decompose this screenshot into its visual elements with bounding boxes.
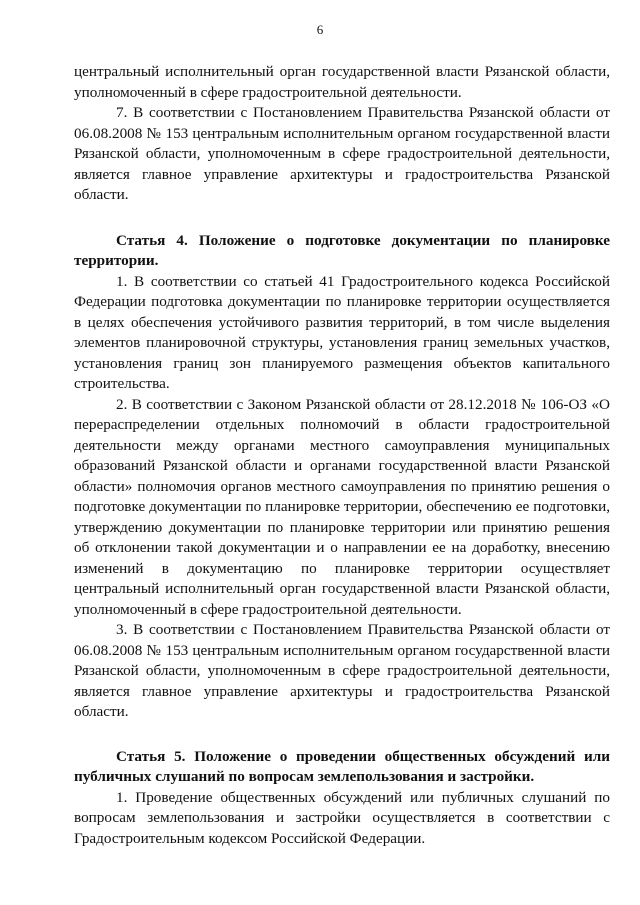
article-4-item-3: 3. В соответствии с Постановлением Правительства Рязанской области от 06.08.2008 № 153 центральным исполнительным органом государственной власти Рязанской области, уполномоченным в сфере градостроительной деятельности, является главное управление архитектуры и градостроительства Рязанской области. [74,621,610,720]
article-4-heading: Статья 4. Положение о подготовке документации по планировке территории. [74,231,610,269]
article-4-item-1: 1. В соответствии со статьей 41 Градостроительного кодекса Российской Федерации подготовка документации по планировке территории осуществляется в целях обеспечения устойчивого развития территорий, в том числе выделения элементов планировочной структуры, установления границ земельных участков, установления границ зон планируемого размещения объектов капитального строительства. [74,272,610,392]
paragraph-item-7: 7. В соответствии с Постановлением Правительства Рязанской области от 06.08.2008 № 153 центральным исполнительным органом государственной власти Рязанской области, уполномоченным в сфере градостроительной деятельности, является главное управление архитектуры и градостроительства Рязанской области. [74,104,610,203]
paragraph-continuation: центральный исполнительный орган государственной власти Рязанской области, уполномоченный в сфере градостроительной деятельности. [74,63,610,101]
document-body [74,62,610,849]
article-4-item-2: 2. В соответствии с Законом Рязанской области от 28.12.2018 № 106-ОЗ «О перераспределении отдельных полномочий в области градостроительной деятельности между органами местного самоуправления муниципальных образований Рязанской области и органами государственной власти Рязанской области» полномочия органов местного самоуправления по принятию решения о подготовке документации по планировке территории, обеспечению ее подготовки, утверждению документации по планировке территории или принятию решения об отклонении такой документации и о направлении ее на доработку, внесению изменений в документацию по планировке территории осуществляет центральный исполнительный орган государственной власти Рязанской области, уполномоченный в сфере градостроительной деятельности. [74,395,610,618]
article-5-heading: Статья 5. Положение о проведении общественных обсуждений или публичных слушаний по вопросам землепользования и застройки. [74,747,610,785]
article-5-item-1: 1. Проведение общественных обсуждений или публичных слушаний по вопросам землепользования и застройки осуществляется в соответствии с Градостроительным кодексом Российской Федерации. [74,788,610,847]
page-number: 6 [316,22,324,37]
